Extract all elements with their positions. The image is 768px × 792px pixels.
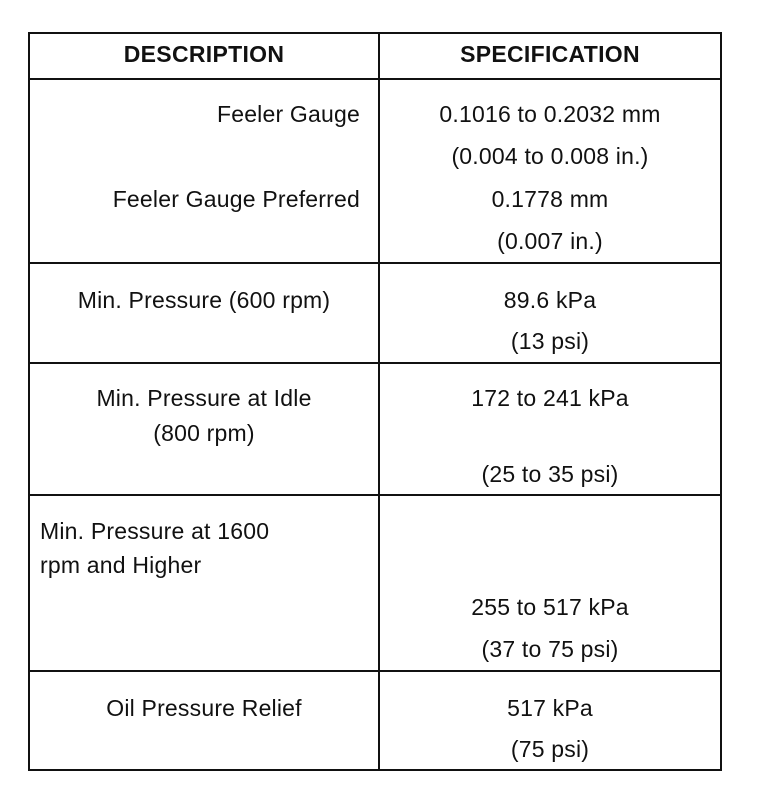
row-divider	[30, 670, 720, 672]
row-4-description-line-1: Min. Pressure at 1600	[40, 518, 270, 544]
row-1-spec-line-1: 0.1016 to 0.2032 mm	[439, 101, 661, 127]
row-2-spec-line-1: 89.6 kPa	[503, 287, 597, 313]
row-1-spec-line-2: (0.004 to 0.008 in.)	[451, 143, 649, 169]
row-2-description-line-1: Min. Pressure (600 rpm)	[77, 287, 331, 313]
row-1-description-line-2: Feeler Gauge Preferred	[112, 186, 360, 212]
row-divider	[30, 362, 720, 364]
row-4-spec-line-2: (37 to 75 psi)	[481, 636, 619, 662]
header-divider	[30, 78, 720, 80]
row-1-description-line-1: Feeler Gauge	[216, 101, 360, 127]
row-2-spec-line-2: (13 psi)	[510, 328, 590, 354]
row-5-spec-line-2: (75 psi)	[510, 736, 590, 762]
row-1-spec-line-3: 0.1778 mm	[491, 186, 609, 212]
row-divider	[30, 262, 720, 264]
row-3-description-line-2: (800 rpm)	[153, 420, 255, 446]
row-4-spec-line-1: 255 to 517 kPa	[471, 594, 629, 620]
row-5-spec-line-1: 517 kPa	[507, 695, 593, 721]
row-divider	[30, 494, 720, 496]
row-5-description-line-1: Oil Pressure Relief	[106, 695, 302, 721]
row-1-spec-line-4: (0.007 in.)	[497, 228, 603, 254]
specification-table	[28, 32, 722, 771]
row-3-spec-line-1: 172 to 241 kPa	[471, 385, 629, 411]
row-3-description-line-1: Min. Pressure at Idle	[96, 385, 312, 411]
header-specification: SPECIFICATION	[460, 41, 640, 67]
row-4-description-line-2: rpm and Higher	[40, 552, 202, 578]
header-description: DESCRIPTION	[123, 41, 285, 67]
row-3-spec-line-2: (25 to 35 psi)	[481, 461, 619, 487]
